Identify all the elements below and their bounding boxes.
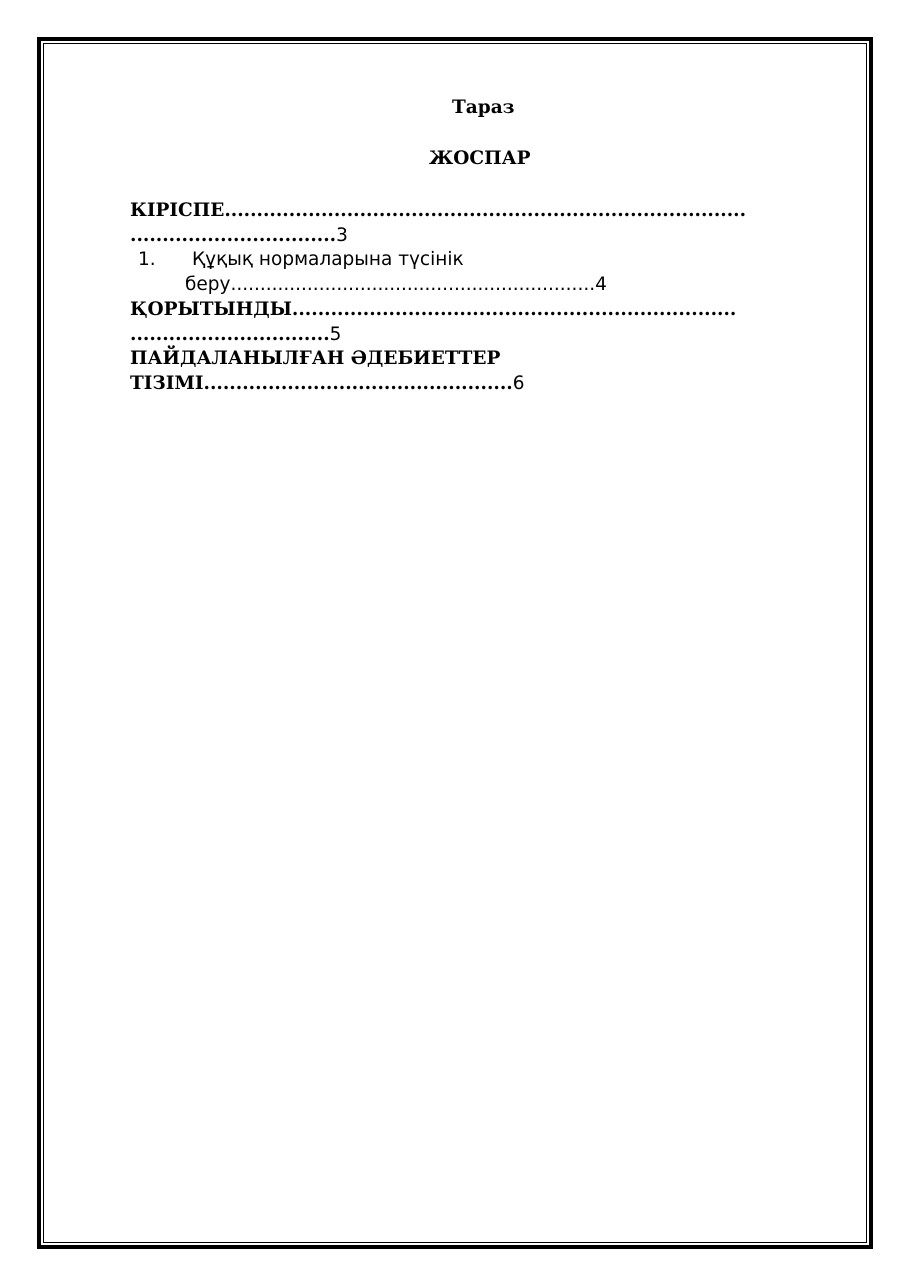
toc-intro-dots: ................................ [130, 225, 337, 246]
page-border-inner [43, 43, 867, 1243]
toc-conclusion-line2 [130, 323, 341, 347]
toc-intro-page: 3 [336, 225, 348, 246]
toc-references-text: ТІЗІМІ................................................ [130, 373, 513, 394]
toc-item1-page: 4 [595, 274, 607, 295]
toc-item1-text: беру.............................................................. [185, 274, 596, 295]
plan-heading: ЖОСПАР [429, 148, 531, 169]
toc-references-page: 6 [512, 373, 525, 394]
toc-item1-number: 1. [138, 249, 156, 270]
toc-conclusion-dots: ............................... [130, 324, 330, 345]
city-heading: Тараз [452, 97, 515, 118]
toc-item1-line2 [185, 273, 607, 297]
toc-conclusion-page: 5 [329, 324, 342, 345]
toc-references-line2 [130, 372, 524, 396]
toc-intro-line2 [130, 224, 348, 248]
toc-references-line1: ПАЙДАЛАНЫЛҒАН ӘДЕБИЕТТЕР [130, 348, 501, 369]
toc-intro-line1: КІРІСПЕ................................................................................. [130, 200, 747, 221]
toc-conclusion-line1: ҚОРЫТЫНДЫ..................................................................... [130, 299, 737, 320]
toc-item1-line1: Құқық нормаларына түсінік [192, 249, 464, 270]
